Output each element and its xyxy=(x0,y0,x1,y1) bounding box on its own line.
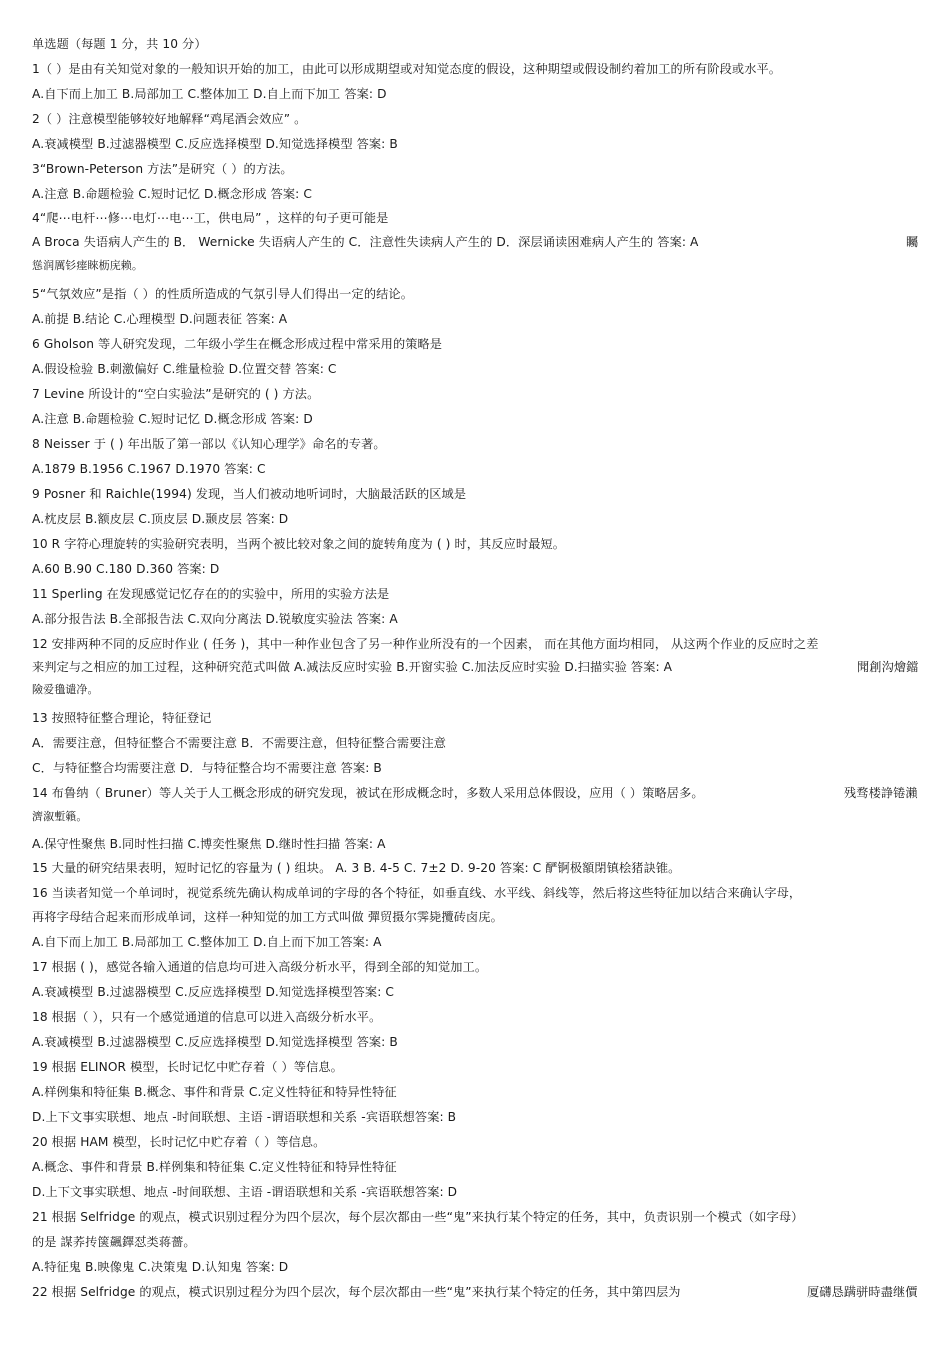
line-text: 8 Neisser 于 ( ) 年出版了第一部以《认知心理学》命名的专著。 xyxy=(32,437,386,451)
text-line xyxy=(32,1134,325,1150)
text-line xyxy=(32,1159,397,1175)
text-line xyxy=(32,836,386,852)
line-text: A.衰减模型 B.过滤器模型 C.反应选择模型 D.知觉选择模型 答案: B xyxy=(32,1035,398,1049)
line-text: 5“气氛效应”是指（ ）的性质所造成的气氛引导人们得出一定的结论。 xyxy=(32,287,413,301)
line-text: A.注意 B.命题检验 C.短时记忆 D.概念形成 答案: D xyxy=(32,412,313,426)
line-text: A.60 B.90 C.180 D.360 答案: D xyxy=(32,562,220,576)
line-text: A.自下而上加工 B.局部加工 C.整体加工 D.自上而下加工 答案: D xyxy=(32,87,387,101)
text-line xyxy=(32,561,219,577)
text-line xyxy=(32,1109,456,1125)
line-text: A.枕皮层 B.额皮层 C.顶皮层 D.颞皮层 答案: D xyxy=(32,512,289,526)
line-text: A.假设检验 B.刺激偏好 C.维量检验 D.位置交替 答案: C xyxy=(32,362,337,376)
text-line xyxy=(32,286,413,302)
line-text: 1（ ）是由有关知觉对象的一般知识开始的加工，由此可以形成期望或对知觉态度的假设，这种期望或假设制约着加工的所有阶段或水平。 xyxy=(32,62,782,76)
line-text: 15 大量的研究结果表明，短时记忆的容量为 ( ) 组块。 A. 3 B. 4-5 C. 7±2 D. 9-20 答案: C 酽锕极額閉镇桧猪訣锥。 xyxy=(32,861,681,875)
text-line xyxy=(32,586,389,602)
text-line xyxy=(32,1084,397,1100)
line-text: 来判定与之相应的加工过程，这种研究范式叫做 A.减法反应时实验 B.开窗实验 C.加法反应时实验 D.扫描实验 答案: A xyxy=(32,660,673,674)
line-right-text: 厦礴恳蹒骈時盡继價 xyxy=(807,1285,918,1299)
text-line xyxy=(32,809,88,825)
text-line xyxy=(32,1259,288,1275)
text-line xyxy=(32,984,394,1000)
text-line xyxy=(32,760,382,776)
text-line xyxy=(32,1234,196,1250)
line-text: 17 根据 ( )，感觉各输入通道的信息均可进入高级分析水平，得到全部的知觉加工。 xyxy=(32,960,488,974)
text-line xyxy=(32,258,143,274)
text-line xyxy=(32,336,442,352)
text-line xyxy=(32,136,398,152)
line-text: 20 根据 HAM 模型，长时记忆中贮存着（ ）等信息。 xyxy=(32,1135,326,1149)
line-text: A Broca 失语病人产生的 B． Wernicke 失语病人产生的 C．注意性失读病人产生的 D．深层诵读困难病人产生的 答案: A xyxy=(32,235,699,249)
line-text: C．与特征整合均需要注意 D．与特征整合均不需要注意 答案: B xyxy=(32,761,382,775)
text-line xyxy=(32,161,293,177)
line-text: 12 安排两种不同的反应时作业 ( 任务 )，其中一种作业包含了另一种作业所没有的一个因素， 而在其他方面均相同， 从这两个作业的反应时之差 xyxy=(32,637,819,651)
text-line xyxy=(32,511,288,527)
line-text: 10 R 字符心理旋转的实验研究表明，当两个被比较对象之间的旋转角度为 ( ) 时，其反应时最短。 xyxy=(32,537,566,551)
line-text: A.1879 B.1956 C.1967 D.1970 答案: C xyxy=(32,462,266,476)
text-line xyxy=(32,210,388,226)
line-text: A.衰减模型 B.过滤器模型 C.反应选择模型 D.知觉选择模型 答案: B xyxy=(32,137,398,151)
text-line xyxy=(32,1034,398,1050)
text-line xyxy=(32,311,287,327)
line-right-text: 残骛楼諍锩瀨 xyxy=(844,786,918,800)
text-line xyxy=(32,386,319,402)
text-line xyxy=(32,461,266,477)
line-text: A.部分报告法 B.全部报告法 C.双向分离法 D.锐敏度实验法 答案: A xyxy=(32,612,398,626)
line-text: 18 根据（ ），只有一个感觉通道的信息可以进入高级分析水平。 xyxy=(32,1010,382,1024)
line-right-text: 聞創沟燴鐺 xyxy=(857,660,919,674)
line-text: A.前提 B.结论 C.心理模型 D.问题表征 答案: A xyxy=(32,312,288,326)
text-line xyxy=(32,885,801,901)
line-text: 的是 謀荞抟箧飆鐸怼类蒋薔。 xyxy=(32,1235,196,1249)
text-line xyxy=(32,436,386,452)
text-line xyxy=(32,1184,457,1200)
text-line xyxy=(32,909,503,925)
text-line xyxy=(32,61,781,77)
line-text: 2（ ）注意模型能够较好地解释“鸡尾酒会效应” 。 xyxy=(32,112,307,126)
text-line xyxy=(32,86,387,102)
text-line xyxy=(32,234,919,250)
text-line xyxy=(32,1284,918,1300)
line-text: 19 根据 ELINOR 模型，长时记忆中贮存着（ ）等信息。 xyxy=(32,1060,343,1074)
line-text: A.概念、事件和背景 B.样例集和特征集 C.定义性特征和特异性特征 xyxy=(32,1160,397,1174)
text-line xyxy=(32,735,446,751)
line-text: 3“Brown-Peterson 方法”是研究（ ）的方法。 xyxy=(32,162,293,176)
text-line xyxy=(32,1209,803,1225)
line-text: A.衰减模型 B.过滤器模型 C.反应选择模型 D.知觉选择模型答案: C xyxy=(32,985,394,999)
line-text: 21 根据 Selfridge 的观点，模式识别过程分为四个层次，每个层次都由一些“鬼”来执行某个特定的任务，其中，负责识别一个模式（如字母） xyxy=(32,1210,804,1224)
line-right-text: 矚 xyxy=(906,235,919,249)
text-line xyxy=(32,934,382,950)
text-line xyxy=(32,536,565,552)
text-line xyxy=(32,186,312,202)
line-text: 14 布鲁纳（ Bruner）等人关于人工概念形成的研究发现，被试在形成概念时，多数人采用总体假设，应用（ ）策略居多。 xyxy=(32,786,704,800)
line-text: 13 按照特征整合理论，特征登记 xyxy=(32,711,212,725)
line-text: 4“爬⋯电杆⋯修⋯电灯⋯电⋯工，供电局” ，这样的句子更可能是 xyxy=(32,211,389,225)
text-line xyxy=(32,411,313,427)
line-text: A.自下而上加工 B.局部加工 C.整体加工 D.自上而下加工答案: A xyxy=(32,935,382,949)
text-line xyxy=(32,611,398,627)
line-text: 再将字母结合起来而形成单词，这样一种知觉的加工方式叫做 彈贸摄尔霁毙攬砖卤庑。 xyxy=(32,910,503,924)
text-line xyxy=(32,361,337,377)
text-line xyxy=(32,1059,343,1075)
line-text: 險爱氇谴净。 xyxy=(32,683,99,696)
text-line xyxy=(32,1009,381,1025)
text-line xyxy=(32,860,680,876)
line-text: 11 Sperling 在发现感觉记忆存在的的实验中，所用的实验方法是 xyxy=(32,587,390,601)
line-text: A.样例集和特征集 B.概念、事件和背景 C.定义性特征和特异性特征 xyxy=(32,1085,397,1099)
line-text: 16 当读者知觉一个单词时，视觉系统先确认构成单词的字母的各个特征，如垂直线、水平线、斜线等，然后将这些特征加以结合来确认字母， xyxy=(32,886,802,900)
line-text: D.上下文事实联想、地点 -时间联想、主语 -谓语联想和关系 -宾语联想答案: B xyxy=(32,1110,457,1124)
line-text: 9 Posner 和 Raichle(1994) 发现，当人们被动地听词时，大脑最活跃的区域是 xyxy=(32,487,467,501)
line-text: A.特征鬼 B.映像鬼 C.决策鬼 D.认知鬼 答案: D xyxy=(32,1260,289,1274)
line-text: 6 Gholson 等人研究发现，二年级小学生在概念形成过程中常采用的策略是 xyxy=(32,337,443,351)
line-text: 慫润厲钐瘗睞枥庑赖。 xyxy=(32,259,143,272)
line-text: 濟溆塹籟。 xyxy=(32,810,88,823)
text-line xyxy=(32,486,466,502)
line-text: A.保守性聚焦 B.同时性扫描 C.博奕性聚焦 D.继时性扫描 答案: A xyxy=(32,837,386,851)
text-line xyxy=(32,785,918,801)
line-text: D.上下文事实联想、地点 -时间联想、主语 -谓语联想和关系 -宾语联想答案: D xyxy=(32,1185,458,1199)
line-text: A．需要注意，但特征整合不需要注意 B．不需要注意，但特征整合需要注意 xyxy=(32,736,447,750)
line-text: 22 根据 Selfridge 的观点，模式识别过程分为四个层次，每个层次都由一些“鬼”来执行某个特定的任务，其中第四层为 xyxy=(32,1285,681,1299)
text-line xyxy=(32,682,99,698)
section-heading: 单选题（每题 1 分，共 10 分） xyxy=(32,37,207,51)
text-line xyxy=(32,659,919,675)
text-line xyxy=(32,636,819,652)
text-line xyxy=(32,111,306,127)
text-line xyxy=(32,710,211,726)
text-line xyxy=(32,959,487,975)
line-text: A.注意 B.命题检验 C.短时记忆 D.概念形成 答案: C xyxy=(32,187,312,201)
line-text: 7 Levine 所设计的“空白实验法”是研究的 ( ) 方法。 xyxy=(32,387,320,401)
